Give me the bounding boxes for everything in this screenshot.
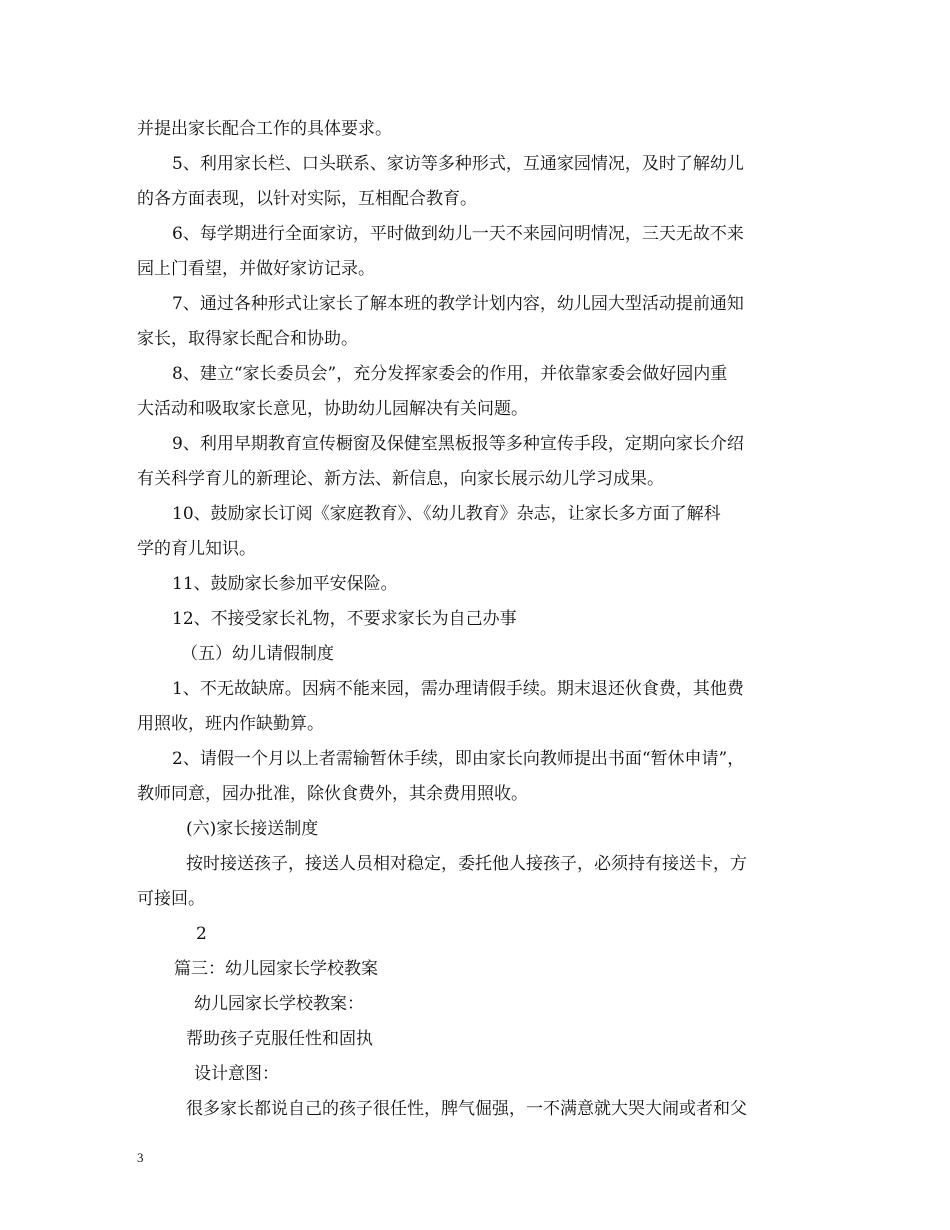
text-line: 教师同意，园办批准，除伙食费外，其余费用照收。 xyxy=(137,784,528,804)
text-line: 幼儿园家长学校教案： xyxy=(194,994,364,1014)
text-line: 1、不无故缺席。因病不能来园，需办理请假手续。期末退还伙食费，其他费 xyxy=(172,679,744,699)
text-line: 有关科学育儿的新理论、新方法、新信息，向家长展示幼儿学习成果。 xyxy=(137,469,664,489)
text-line: 的各方面表现，以针对实际，互相配合教育。 xyxy=(137,189,477,209)
text-line: 按时接送孩子，接送人员相对稳定，委托他人接孩子，必须持有接送卡，方 xyxy=(186,854,747,874)
text-line: 很多家长都说自己的孩子很任性，脾气倔强，一不满意就大哭大闹或者和父 xyxy=(186,1099,747,1119)
text-line: 帮助孩子克服任性和固执 xyxy=(186,1029,373,1049)
text-line: 5、利用家长栏、口头联系、家访等多种形式，互通家园情况，及时了解幼儿 xyxy=(172,154,744,174)
text-line: 学的育儿知识。 xyxy=(137,539,256,559)
text-line: 并提出家长配合工作的具体要求。 xyxy=(137,119,392,139)
text-line: 用照收，班内作缺勤算。 xyxy=(137,714,324,734)
text-line: 2、请假一个月以上者需输暂休手续，即由家长向教师提出书面“暂休申请”， xyxy=(172,749,745,769)
page-number: 3 xyxy=(137,1150,144,1165)
text-line: 8、建立“家长委员会”，充分发挥家委会的作用，并依靠家委会做好园内重 xyxy=(172,364,728,384)
text-line: 园上门看望，并做好家访记录。 xyxy=(137,259,375,279)
chapter-title: 篇三：幼儿园家长学校教案 xyxy=(174,959,378,979)
section-heading: （五）幼儿请假制度 xyxy=(181,644,334,664)
section-heading: (六)家长接送制度 xyxy=(186,819,319,839)
text-line: 大活动和吸取家长意见，协助幼儿园解决有关问题。 xyxy=(137,399,528,419)
text-line: 11、鼓励家长参加平安保险。 xyxy=(172,574,398,594)
text-line: 9、利用早期教育宣传橱窗及保健室黑板报等多种宣传手段，定期向家长介绍 xyxy=(172,434,744,454)
text-line: 可接回。 xyxy=(137,889,205,909)
inline-page-number: 2 xyxy=(196,924,207,944)
text-line: 10、鼓励家长订阅《家庭教育》、《幼儿教育》杂志，让家长多方面了解科 xyxy=(172,504,721,524)
text-line: 家长，取得家长配合和协助。 xyxy=(137,329,358,349)
text-line: 12、不接受家长礼物，不要求家长为自己办事 xyxy=(172,609,517,629)
text-line: 7、通过各种形式让家长了解本班的教学计划内容，幼儿园大型活动提前通知 xyxy=(172,294,744,314)
text-line: 6、每学期进行全面家访，平时做到幼儿一天不来园问明情况，三天无故不来 xyxy=(172,224,744,244)
text-line: 设计意图： xyxy=(194,1064,279,1084)
